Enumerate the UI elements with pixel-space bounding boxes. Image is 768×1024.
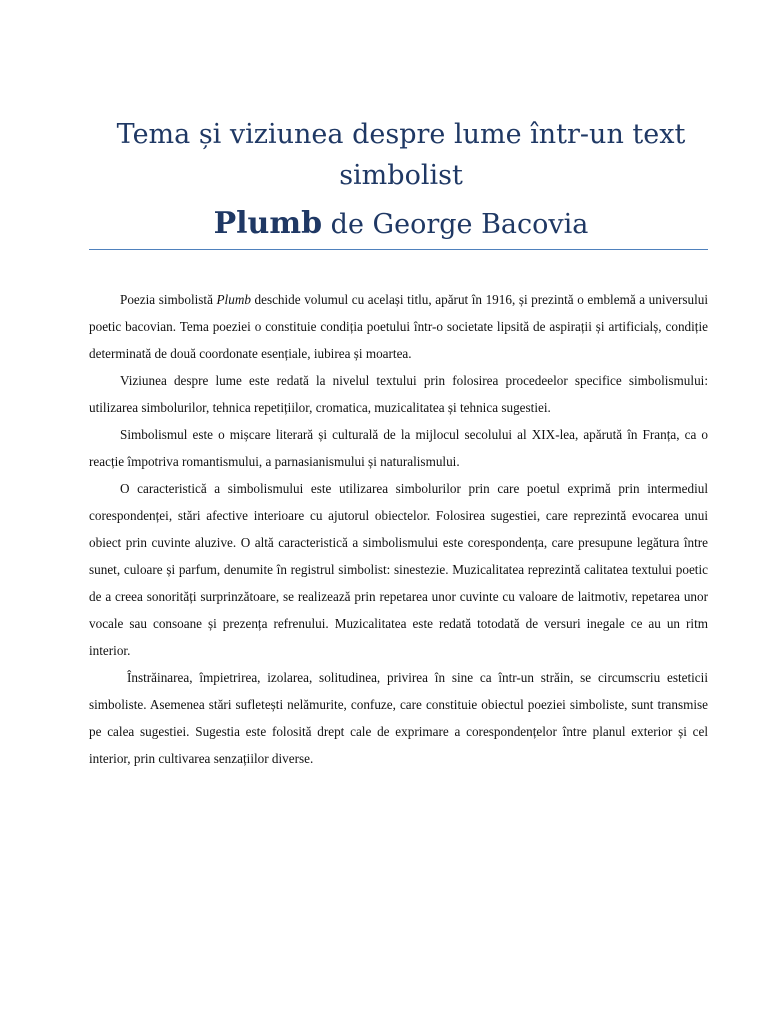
work-title: Plumb (213, 206, 323, 241)
author-line: de George Bacovia (322, 209, 589, 240)
body-text (89, 286, 708, 772)
poem-title-italic: Plumb (216, 292, 251, 307)
paragraph-2: Viziunea despre lume este redată la nivelul textului prin folosirea procedeelor specifice simbolismului: utilizarea simbolurilor, tehnica repetițiilor, cromatica, muzicalitatea și tehnica sugestiei. (89, 373, 708, 415)
page-title: Tema și viziunea despre lume într-un text simbolist (116, 119, 686, 192)
paragraph-5: Înstrăinarea, împietrirea, izolarea, solitudinea, privirea în sine ca într-un străin, se circumscriu esteticii simboliste. Asemenea stări sufletești nelămurite, confuze, care constituie obiectul poeziei simboliste, sunt transmise pe calea sugestiei. Sugestia este folosită drept cale de exprimare a corespondențelor între planul exterior și cel interior, prin cultivarea senzațiilor diverse. (89, 670, 708, 766)
paragraph-1 (89, 286, 708, 367)
heading-divider (89, 249, 708, 250)
paragraph-1-rest: deschide volumul cu același titlu, apărut în 1916, și prezintă o emblemă a universului poetic bacovian. Tema poeziei o constituie condiția poetului într-o societate lipsită de aspirații și artificialș, condiție determinată de două coordonate esențiale, iubirea și moartea. (89, 292, 708, 361)
paragraph-4: O caracteristică a simbolismului este utilizarea simbolurilor prin care poetul exprimă prin intermediul corespondenței, stări afective interioare cu ajutorul obiectelor. Folosirea sugestiei, care reprezintă evocarea unui obiect prin cuvinte aluzive. O altă caracteristică a simbolismului este corespondența, care presupune legătura între sunet, culoare și parfum, denumite în registrul simbolist: sinestezie. Muzicalitatea reprezintă calitatea textului poetic de a creea sonorități surprinzătoare, se realizează prin repetarea unor cuvinte cu valoare de laitmotiv, repetarea unor vocale sau consoane și prezența refrenului. Muzicalitatea este redată totodată de versuri inegale ce au un ritm interior. (89, 481, 708, 658)
work-heading (90, 202, 712, 247)
paragraph-3: Simbolismul este o mișcare literară și culturală de la mijlocul secolului al XIX-lea, apărută în Franța, ca o reacție împotriva romantismului, a parnasianismului și naturalismului. (89, 427, 708, 469)
paragraph-1-intro: Poezia simbolistă (120, 292, 217, 307)
